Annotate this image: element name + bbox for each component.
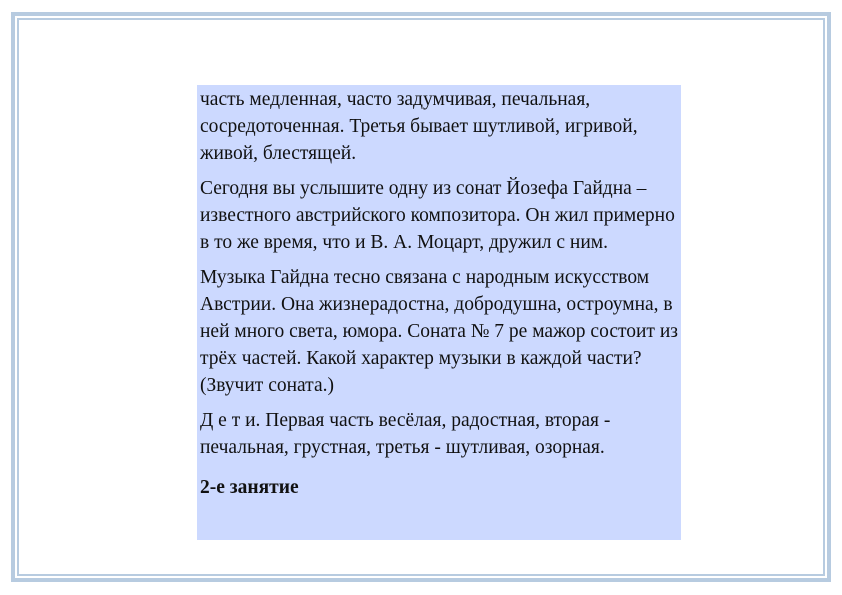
lesson-heading: 2-е занятие bbox=[200, 477, 299, 498]
paragraph-4: Д е т и. Первая часть весёлая, радостная, вторая - печальная, грустная, третья - шутливая, озорная. bbox=[200, 410, 611, 458]
paragraph-3: Музыка Гайдна тесно связана с народным искусством Австрии. Она жизнерадостна, добродушна, остроумна, в ней много света, юмора. Соната № 7 ре мажор состоит из трёх частей. Какой характер музыки в каждой части? (Звучит соната.) bbox=[200, 267, 678, 396]
paragraph-2: Сегодня вы услышите одну из сонат Йозефа Гайдна – известного австрийского композитора. Он жил примерно в то же время, что и В. А. Моцарт, дружил с ним. bbox=[200, 178, 675, 253]
text-box bbox=[197, 85, 681, 540]
paragraph-1: часть медленная, часто задумчивая, печальная, сосредоточенная. Третья бывает шутливой, игривой, живой, блестящей. bbox=[200, 89, 638, 164]
